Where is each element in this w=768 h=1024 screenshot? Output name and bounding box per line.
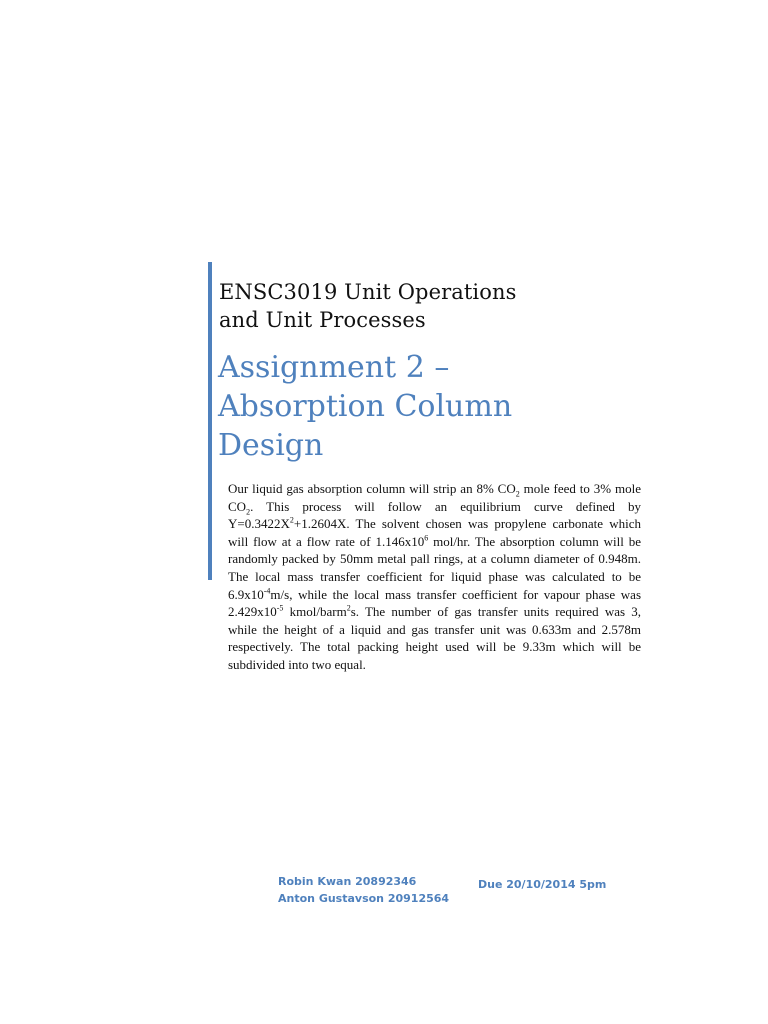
course-title-line-2: and Unit Processes [219, 308, 426, 332]
abstract-paragraph [228, 480, 641, 674]
abstract-sup-3: 2 [289, 515, 294, 525]
abstract-sup-7: 2 [346, 603, 351, 613]
author-2: Anton Gustavson 20912564 [278, 892, 450, 905]
abstract-text-8: s. The number of gas transfer units required was 3, while the height of a liquid and gas transfer unit was 0.633m and 2.578m respectively. The total packing height used will be 9.33m which will be subdivided into two equal. [228, 604, 641, 672]
course-title-line-1: ENSC3019 Unit Operations [219, 280, 517, 304]
course-title [219, 278, 639, 334]
accent-bar [208, 262, 212, 580]
abstract-sub-2: 2 [246, 507, 251, 517]
document-title-line-1: Assignment 2 – [218, 350, 450, 385]
document-title-line-2: Absorption Column [218, 389, 513, 424]
abstract-sup-5: -4 [263, 586, 271, 596]
abstract-sup-6: -5 [276, 603, 284, 613]
abstract-text-7: kmol/barm [283, 604, 347, 620]
document-title [218, 348, 638, 465]
authors-block [278, 873, 449, 907]
document-title-line-3: Design [218, 428, 324, 463]
abstract-text-4: +1.2604X. The solvent chosen was propylene carbonate which will flow at a flow rate of 1.146x10 [228, 516, 641, 549]
abstract-text-5: mol/hr. The absorption column will be randomly packed by 50mm metal pall rings, at a column diameter of 0.948m. The local mass transfer coefficient for liquid phase was calculated to be 6.9x10 [228, 533, 642, 602]
author-1: Robin Kwan 20892346 [278, 875, 417, 888]
abstract-sub-1: 2 [515, 489, 520, 499]
due-date: Due 20/10/2014 5pm [478, 878, 607, 891]
abstract-text-6: m/s, while the local mass transfer coefficient for vapour phase was 2.429x10 [228, 586, 641, 620]
abstract-text-3: . This process will follow an equilibrium curve defined by Y=0.3422X [228, 498, 641, 532]
abstract-sup-4: 6 [424, 533, 429, 543]
abstract-text-2: mole feed to 3% mole CO [228, 481, 641, 514]
abstract-text-1: Our liquid gas absorption column will strip an 8% CO [228, 481, 516, 496]
